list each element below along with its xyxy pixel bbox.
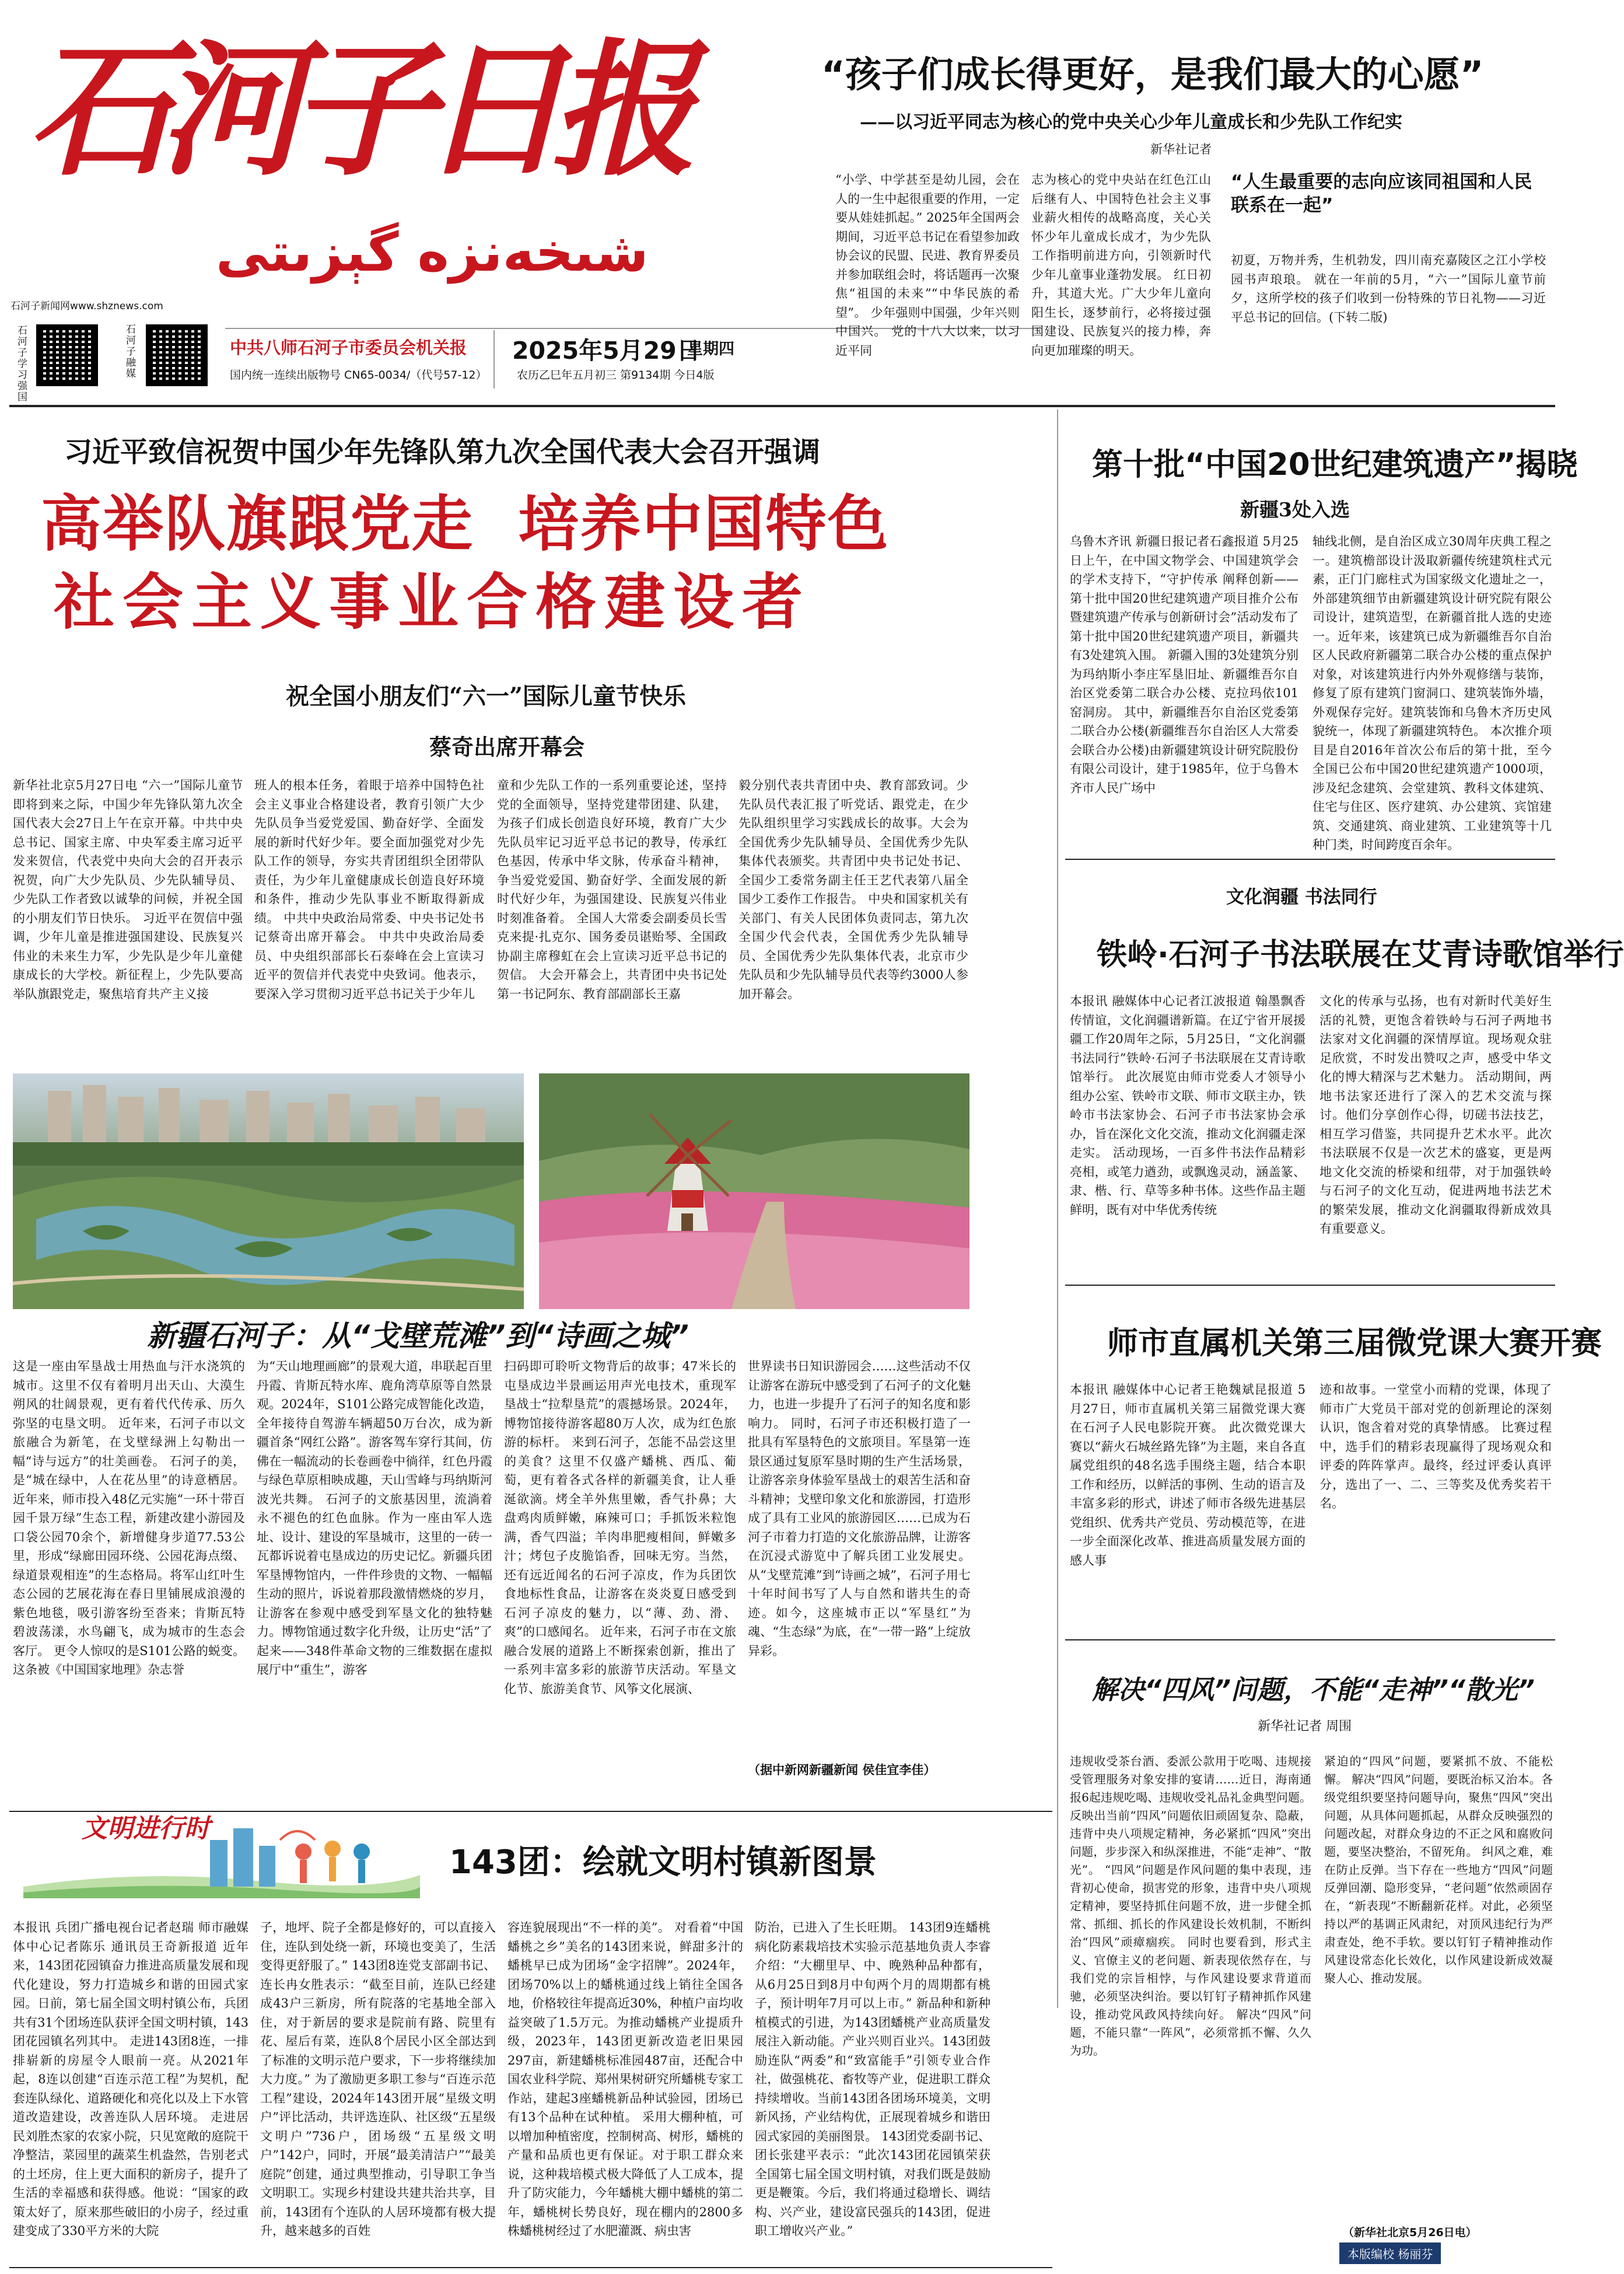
lunar-issue-line: 农历乙巳年五月初三 第9134期 今日4版: [517, 369, 715, 382]
qr2-label: 石河子融媒: [126, 324, 136, 380]
top-story-byline: 新华社记者: [1150, 142, 1212, 156]
four-winds-col2: 紧迫的“四风”问题，要紧抓不放、不能松懈。 解决“四风”问题，要既治标又治本。各级党组织要坚持问题导向，聚焦“四风”突出问题，从具体问题抓起，从群众反映强烈的问题改起，对群众身边的不正之风和腐败问题，要坚决整治，不留死角。 纠风之难，难在防止反弹。当下存在一些地方“四风”问题反弹回潮、隐形变异，“老问题”依然顽固存在，“新表现”不断翻新花样。对此，必须坚持以严的基调正风肃纪，对顶风违纪行为严肃查处，绝不手软。要以钉钉子精神推动作风建设常态化长效化，以作风建设新成效凝聚人心、推动发展。: [1324, 1754, 1553, 1985]
editor-credit-box: 本版编校 杨丽芬: [1339, 2242, 1441, 2264]
issue-date: 2025年5月29日: [512, 337, 701, 365]
masthead-website: 石河子新闻网www.shznews.com: [10, 300, 163, 312]
village-col4: 防治，已进入了生长旺期。 143团9连蟠桃病化防素栽培技术实验示范基地负责人李睿介绍：“大棚里早、中、晚熟种品种都有，从6月25日到8月中旬两个月的周期都有桃子，预计明年7月可以上市。” 新品种和新种植模式的引进，为143团蟠桃产业高质量发展注入新动能。产业兴则百业兴。143团鼓励连队“两委”和“致富能手”引领专业合作社，做强桃花、畜牧等产业，促进职工群众持续增收。当前143团各团场环境美，文明新风扬，产业结构优，正展现着城乡和谐田园式家园的美丽图景。 143团党委副书记、团长张建平表示：“此次143团花园镇荣获全国第七届全国文明村镇，对我们既是鼓励更是鞭策。今后，我们将通过稳增长、调结构、兴产业，建设富民强兵的143团，促进职工增收兴产业。”: [755, 1920, 991, 2238]
photo-essay-col3: 扫码即可聆听文物背后的故事；47米长的屯垦成边半景画运用声光电技术，重现军垦战士“拉犁垦荒”的震撼场景。2024年，博物馆接待游客超80万人次，成为红色旅游的标杆。 来到石河子，怎能不品尝这里的美食？这里不仅盛产蟠桃、西瓜、葡萄，更有着各式各样的新疆美食，让人垂涎欲滴。烤全羊外焦里嫩，香气扑鼻；大盘鸡肉质鲜嫩，麻辣可口；手抓饭米粒饱满，香气四溢；羊肉串肥瘦相间，鲜嫩多汁；烤包子皮脆馅香，回味无穷。当然，还有远近闻名的石河子凉皮，作为兵团饮食地标性食品，让游客在炎炎夏日感受到石河子凉皮的魅力，以“薄、劲、滑、爽”的口感闻名。 近年来，石河子市在文旅融合发展的道路上不断探索创新，推出了一系列丰富多彩的旅游节庆活动。军垦文化节、旅游美食节、风筝文化展演、: [504, 1359, 736, 1696]
heritage-subhead: 新疆3处入选: [1240, 498, 1350, 521]
calligraphy-headline: 铁岭·石河子书法联展在艾青诗歌馆举行: [1097, 937, 1624, 972]
page-bottom-rule: [9, 2267, 1052, 2268]
windmill-flower-field-illustration: [539, 1073, 970, 1309]
lead-col1: 新华社北京5月27日电 “六一”国际儿童节即将到来之际，中国少年先锋队第九次全国代表大会27日上午在京开幕。中共中央总书记、国家主席、中央军委主席习近平发来贺信，代表党中央向大会的召开表示祝贺，向广大少先队员、少先队辅导员、少先队工作者致以诚挚的问候，并祝全国的小朋友们节日快乐。 习近平在贺信中强调，少年儿童是推进强国建设、民族复兴伟业的未来生力军，少先队是少年儿童健康成长的大学校。新征程上，少先队要高举队旗跟党走，聚焦培育共产主义接: [13, 778, 243, 1001]
issue-weekday: 星期四: [687, 340, 734, 358]
top-story-col1: “小学、中学甚至是幼儿园，会在人的一生中起很重要的作用，一定要从娃娃抓起。” 2025年全国两会期间，习近平总书记在看望参加政协会议的民盟、民进、教育界委员并参加联组会时，将话题再一次聚焦“祖国的未来”“中华民族的希望”。 少年强则中国强，少年兴则中国兴。 党的十八大以来，以习近平同: [835, 173, 1020, 358]
calligraphy-col1: 本报讯 融媒体中心记者江波报道 翰墨飘香传情谊，文化润疆谱新篇。在辽宁省开展援疆工作20周年之际，5月25日，“文化润疆 书法同行”铁岭·石河子书法联展在艾青诗歌馆举行。 此次展览由师市党委人才领导小组办公室、铁岭市文联、师市文联主办，铁岭市书法家协会、石河子市书法家协会承办，旨在深化文化交流，推动文化润疆走深走实。 活动现场，一百多件书法作品精彩亮相，或笔力遒劲，或飘逸灵动，涵盖篆、隶、楷、行、草等多种书体。这些作品主题鲜明，既有对中华优秀传统: [1070, 994, 1306, 1217]
aerial-park-illustration: [13, 1073, 524, 1309]
village-col2: 子，地坪、院子全都是修好的，可以直接入住，连队到处绕一新，环境也变美了，生活变得更舒服了。” 143团8连党支部副书记、连长冉女胜表示：“截至目前，连队已经建成43户三新房，所有院落的宅基地全部入住，对于新居的要求是院前有路、院里有花、屋后有菜，连队8个居民小区全部达到了标准的文明示范户要求，下一步将继续加大力度。” 为了激励更多职工参与“百连示范工程”建设，2024年143团开展“星级文明户”评比活动，共评选连队、社区级“五星级文明户”736户，团场级“五星级文明户”142户，同时，开展“最美清洁户”“最美庭院”创建，通过典型推动，引导职工争当文明职工。实现乡村建设共建共治共享，目前，143团有个连队的人居环境都有极大提升，越来越多的百姓: [260, 1920, 496, 2238]
micro-course-bottom-rule: [1065, 1639, 1555, 1640]
masthead-title: 石河子日报: [28, 24, 681, 195]
top-story-headline: “孩子们成长得更好，是我们最大的心愿”: [821, 53, 1484, 96]
top-story-col3: 初夏，万物并秀，生机勃发，四川南充嘉陵区之江小学校园书声琅琅。 就在一年前的5月，“六一”国际儿童节前夕，这所学校的孩子们收到一份特殊的节日礼物——习近平总书记的回信。(下转二版): [1231, 253, 1546, 324]
village-col3: 容连貌展现出“不一样的美”。 对看着“中国蟠桃之乡”美名的143团来说，鲜甜多汁的蟠桃早已成为团场“金字招牌”。2024年，团场70%以上的蟠桃通过线上销往全国各地，价格较往年提高近30%，种植户亩均收益突破了1.5万元。为推动蟠桃产业提质升级，2023年，143团更新改造老旧果园297亩，新建蟠桃标准园487亩，还配合中国农业科学院、郑州果树研究所蟠桃专家工作站，建起3座蟠桃新品种试验园，团场已有13个品种在试种植。 采用大棚种植，可以增加种植密度，控制树高、树形，蟠桃的产量和品质也更有保证。对于职工群众来说，这种栽培模式极大降低了人工成本，提升了防灾能力，今年蟠桃大棚中蟠桃的第二年，蟠桃树长势良好，现在棚内的2800多株蟠桃树经过了水肥灌溉、病虫害: [508, 1920, 743, 2238]
micro-course-headline: 师市直属机关第三届微党课大赛开赛: [1107, 1325, 1602, 1361]
publication-code: 国内统一连续出版物号 CN65-0034/（代号57-12）: [230, 369, 487, 382]
photo-aerial-park: [13, 1073, 524, 1309]
banner-label: 文明进行时: [82, 1814, 210, 1843]
heritage-headline: 第十批“中国20世纪建筑遗产”揭晓: [1092, 447, 1578, 482]
masthead-vrule: [494, 330, 495, 389]
lead-subhead1: 祝全国小朋友们“六一”国际儿童节快乐: [286, 683, 687, 710]
lead-kicker: 习近平致信祝贺中国少年先锋队第九次全国代表大会召开强调: [64, 436, 821, 468]
heritage-col2: 轴线北侧，是自治区成立30周年庆典工程之一。建筑檐部设计汲取新疆传统建筑柱式元素，正门门廊柱式为国家级文化遗址之一，外部建筑细节由新疆建筑设计研究院有限公司设计，建筑造型，在新疆首批人选的史迹一。近年来，该建筑已成为新疆维吾尔自治区人民政府新疆第二联合办公楼的重点保护对象，对该建筑进行内外外观修缮与装饰，修复了原有建筑门窗洞口、建筑装饰外墙，外观保存完好。建筑装饰和乌鲁木齐历史风貌统一，体现了新疆建筑特色。 本次推介项目是自2016年首次公布后的第十批，至今全国已公布中国20世纪建筑遗产1000项，涉及纪念建筑、会堂建筑、教科文体建筑、住宅与住区、医疗建筑、办公建筑、宾馆建筑、交通建筑、商业建筑、工业建筑等十几种门类，时间跨度百余年。: [1312, 534, 1552, 852]
lead-subhead2: 蔡奇出席开幕会: [429, 734, 585, 760]
header-bottom-rule: [9, 405, 1555, 407]
qr1-label: 石河子学习强国: [18, 325, 27, 403]
calligraphy-kicker: 文化润疆 书法同行: [1226, 887, 1377, 908]
heritage-col1: 乌鲁木齐讯 新疆日报记者石鑫报道 5月25日上午，在中国文物学会、中国建筑学会的学术支持下，“守护传承 阐释创新——第十批中国20世纪建筑遗产项目推介公布暨建筑遗产传承与创新研讨会”活动发布了第十批中国20世纪建筑遗产项目，新疆共有3处建筑入围。 新疆入围的3处建筑分别为玛纳斯小李庄军垦旧址、新疆维吾尔自治区党委第二联合办公楼、克拉玛依101窑洞房。 其中，新疆维吾尔自治区党委第二联合办公楼(新疆维吾尔自治区人大常委会联合办公楼)由新疆建筑设计研究院股份有限公司设计，建于1985年，位于乌鲁木齐市人民广场中: [1070, 534, 1298, 795]
photo-essay-credit: （据中新网新疆新闻 侯佳宜李佳）: [748, 1763, 936, 1777]
photo-essay-col1: 这是一座由军垦战士用热血与汗水浇筑的城市。这里不仅有着明月出天山、大漠生朔风的壮阔景观，更有着代代传承、历久弥坚的屯垦文明。 近年来，石河子市以文旅融合为新笔，在戈壁绿洲上勾勒出一幅“诗与远方”的壮美画卷。 石河子的美，是“城在绿中，人在花丛里”的诗意栖居。近年来，师市投入48亿元实施“一环十带百园千景万绿”生态工程，新建改建小游园及口袋公园70余个，新增健身步道77.53公里，形成“绿廊田园环绕、公园花海点缀、绿道景观相连”的生态格局。将军山红叶生态公园的艺展花海在春日里铺展成浪漫的紫色地毯，吸引游客纷至沓来；肯斯瓦特碧波荡漾，水鸟翩飞，成为城市的生态会客厅。 更令人惊叹的是S101公路的蜕变。这条被《中国国家地理》杂志誉: [13, 1359, 245, 1677]
lead-col3: 童和少先队工作的一系列重要论述，坚持党的全面领导，坚持党建带团建、队建，为孩子们成长创造良好环境，教育广大少先队员牢记习近平总书记的教导，传承红色基因，传承中华文脉，传承奋斗精神，争当爱党爱国、勤奋好学、全面发展的新时代好少年，为强国建设、民族复兴伟业时刻准备着。 全国人大常委会副委员长雪克来提·扎克尔、国务委员谌贻琴、全国政协副主席穆虹在会上宣读习近平总书记的贺信。 大会开幕会上，共青团中央书记处第一书记阿东、教育部副部长王嘉: [497, 778, 727, 1001]
village-headline: 143团：绘就文明村镇新图景: [449, 1843, 877, 1881]
lead-headline-line2: 社会主义事业合格建设者: [54, 566, 811, 638]
qr-code-xuexi[interactable]: [36, 324, 98, 386]
four-winds-headline: 解决“四风”问题，不能“走神”“散光”: [1092, 1674, 1535, 1705]
four-winds-col1: 违规收受茶台酒、委派公款用于吃喝、违规接受管理服务对象安排的宴请……近日，海南通报6起违规吃喝、违规收受礼品礼金典型问题。反映出当前“四风”问题依旧顽固复杂、隐蔽，违背中央八项规定精神，务必紧抓“四风”突出问题，步步深入和纵深推进，不能“走神”、“散光”。 “四风”问题是作风问题的集中表现，违背初心使命，损害党的形象，违背中央八项规定精神，要坚持抓住问题不放，进一步健全抓常、抓细、抓长的作风建设长效机制，不断纠治“四风”顽瘴痼疾。 同时也要看到，形式主义、官僚主义的老问题、新表现依然存在，与我们党的宗旨相悖，与作风建设要求背道而驰，必须坚决纠治。要以钉钉子精神抓作风建设，推动党风政风持续向好。 解决“四风”问题，不能只靠“一阵风”，必须常抓不懈、久久为功。: [1070, 1754, 1311, 2058]
lead-col2: 班人的根本任务，着眼于培养中国特色社会主义事业合格建设者，教育引领广大少先队员争当爱党爱国、勤奋好学、全面发展的新时代好少年。要全面加强党对少先队工作的领导，夯实共青团组织全团带队责任，为少年儿童健康成长创造良好环境和条件，推动少先队事业不断取得新成绩。 中共中央政治局常委、中央书记处书记蔡奇出席开幕会。 中共中央政治局委员、中央组织部部长石泰峰在会上宣读习近平的贺信并代表党中央致词。他表示，要深入学习贯彻习近平总书记关于少年儿: [254, 778, 484, 1001]
four-winds-byline: 新华社记者 周围: [1258, 1719, 1352, 1734]
top-story-pull-quote: “人生最重要的志向应该同祖国和人民联系在一起”: [1231, 172, 1532, 216]
masthead-uyghur: شىخەنزە گېزىتى: [216, 221, 649, 284]
lead-col4: 毅分别代表共青团中央、教育部致词。少先队员代表汇报了听党话、跟党走，在少先队组织里学习实践成长的故事。大会为全国优秀少先队辅导员、全国优秀少先队集体代表颁奖。共青团中央书记处书记、全国少工委常务副主任王艺代表第八届全国少工委作工作报告。 中央和国家机关有关部门、有关人民团体负责同志，第九次全国少代会代表，全国优秀少先队辅导员、全国优秀少先队集体代表，北京市少先队员和少先队辅导员代表等约3000人参加开幕会。: [738, 778, 968, 1001]
main-column-divider: [1057, 410, 1058, 2008]
photo-windmill-flowers: [539, 1073, 970, 1309]
photo-essay-col2: 为“天山地理画廊”的景观大道，串联起百里丹霞、肯斯瓦特水库、鹿角湾草原等自然景观。2024年，S101公路完成智能化改造，全年接待自驾游车辆超50万台次，成为新疆首条“网红公路”。游客驾车穿行其间，仿佛在一幅流动的长卷画卷中徜徉，红色丹霞与绿色草原相映成趣，天山雪峰与玛纳斯河波光共舞。 石河子的文旅基因里，流淌着永不褪色的红色血脉。作为一座由军人选址、设计、建设的军垦城市，这里的一砖一瓦都诉说着屯垦成边的历史记忆。新疆兵团军垦博物馆内，一件件珍贵的文物、一幅幅生动的照片，诉说着那段激情燃烧的岁月，让游客在参观中感受到军垦文化的独特魅力。博物馆通过数字化升级，让历史“活”了起来——348件革命文物的三维数据在虚拟展厅中“重生”，游客: [257, 1359, 492, 1677]
calligraphy-bottom-rule: [1065, 1285, 1555, 1286]
village-col1: 本报讯 兵团广播电视台记者赵瑞 师市融媒体中心记者陈乐 通讯员王奇新报道 近年来，143团花园镇奋力推进高质量发展和现代化建设，努力打造城乡和谐的田园式家园。日前，第七届全国文明村镇公布，兵团共有31个团场连队获评全国文明村镇，143团花园镇名列其中。 走进143团8连，一排排崭新的房屋令人眼前一亮。从2021年起，8连以创建“百连示范工程”为契机，配套连队绿化、道路硬化和亮化以及上下水管道改造建设，改善连队人居环境。 走进居民刘胜杰家的农家小院，只见宽敞的庭院干净整洁，菜园里的蔬菜生机盎然，告别老式的土坯房，住上更大面积的新房子，提升了生活的幸福感和获得感。他说：“国家的政策太好了，原来那些破旧的小房子，经过重建变成了330平方米的大院: [13, 1920, 249, 2238]
micro-course-col2: 迹和故事。一堂堂小而精的党课，体现了师市广大党员干部对党的创新理论的深刻认识，饱含着对党的真挚情感。 比赛过程中，选手们的精彩表现赢得了现场观众和评委的阵阵掌声。最终，经过评委认真评分，选出了一、二、三等奖及优秀奖若干名。: [1320, 1383, 1552, 1510]
four-winds-credit: （新华社北京5月26日电）: [1343, 2226, 1477, 2239]
photo-essay-headline: 新疆石河子：从“戈壁荒滩”到“诗画之城”: [147, 1319, 689, 1353]
heritage-bottom-rule: [1065, 859, 1555, 860]
photo-essay-col4: 世界读书日知识游园会……这些活动不仅让游客在游玩中感受到了石河子的文化魅力，也进一步提升了石河子的知名度和影响力。 同时，石河子市还积极打造了一批具有军垦特色的文旅项目。军垦第一连景区通过复原军垦时期的生产生活场景，让游客亲身体验军垦战士的艰苦生活和奋斗精神；戈壁印象文化和旅游园，打造形成了具有工业风的旅游园区……已成为石河子市着力打造的文化旅游品牌，让游客在沉浸式游览中了解兵团工业发展史。 从“戈壁荒滩”到“诗画之城”，石河子用七十年时间书写了人与自然和谐共生的奇迹。如今，这座城市正以“军垦红”为魂、“生态绿”为底，在“一带一路”上绽放异彩。: [748, 1359, 971, 1658]
top-story-col2: 志为核心的党中央站在红色江山后继有人、中国特色社会主义事业薪火相传的战略高度，关心关怀少年儿童成长成才，为少先队工作指明前进方向，引领新时代少年儿童事业蓬勃发展。 红日初升，其道大光。广大少年儿童向阳生长，逐梦前行，必将接过强国建设、民族复兴的接力棒，奔向更加璀璨的明天。: [1031, 173, 1211, 358]
qr-code-rongmei[interactable]: [146, 324, 208, 386]
sponsor-line: 中共八师石河子市委员会机关报: [230, 338, 467, 358]
micro-course-col1: 本报讯 融媒体中心记者王艳魏斌昆报道 5月27日，师市直属机关第三届微党课大赛在石河子人民电影院开赛。 此次微党课大赛以“薪火石城丝路先锋”为主题，来自各直属党组织的48名选手围绕主题，结合本职工作和经历，以鲜活的事例、生动的语言及丰富多彩的形式，讲述了师市各级先进基层党组织、优秀共产党员、劳动模范等，在进一步全面深化改革、推进高质量发展方面的感人事: [1070, 1383, 1306, 1568]
lead-headline-line1: 高举队旗跟党走 培养中国特色: [41, 488, 890, 559]
calligraphy-col2: 文化的传承与弘扬，也有对新时代美好生活的礼赞，更饱含着铁岭与石河子两地书法家对文化润疆的深情厚谊。现场观众驻足欣赏，不时发出赞叹之声，感受中华文化的博大精深与艺术魅力。 活动期间，两地书法家还进行了深入的艺术交流与探讨。他们分享创作心得，切磋书法技艺，相互学习借鉴，共同提升艺术水平。此次书法联展不仅是一次艺术的盛宴，更是两地文化交流的桥梁和纽带，对于加强铁岭与石河子的文化互动，促进两地书法艺术的繁荣发展，推动文化润疆取得新成效具有重要意义。: [1320, 994, 1552, 1236]
top-story-subhead: ——以习近平同志为核心的党中央关心少年儿童成长和少先队工作纪实: [860, 112, 1402, 132]
